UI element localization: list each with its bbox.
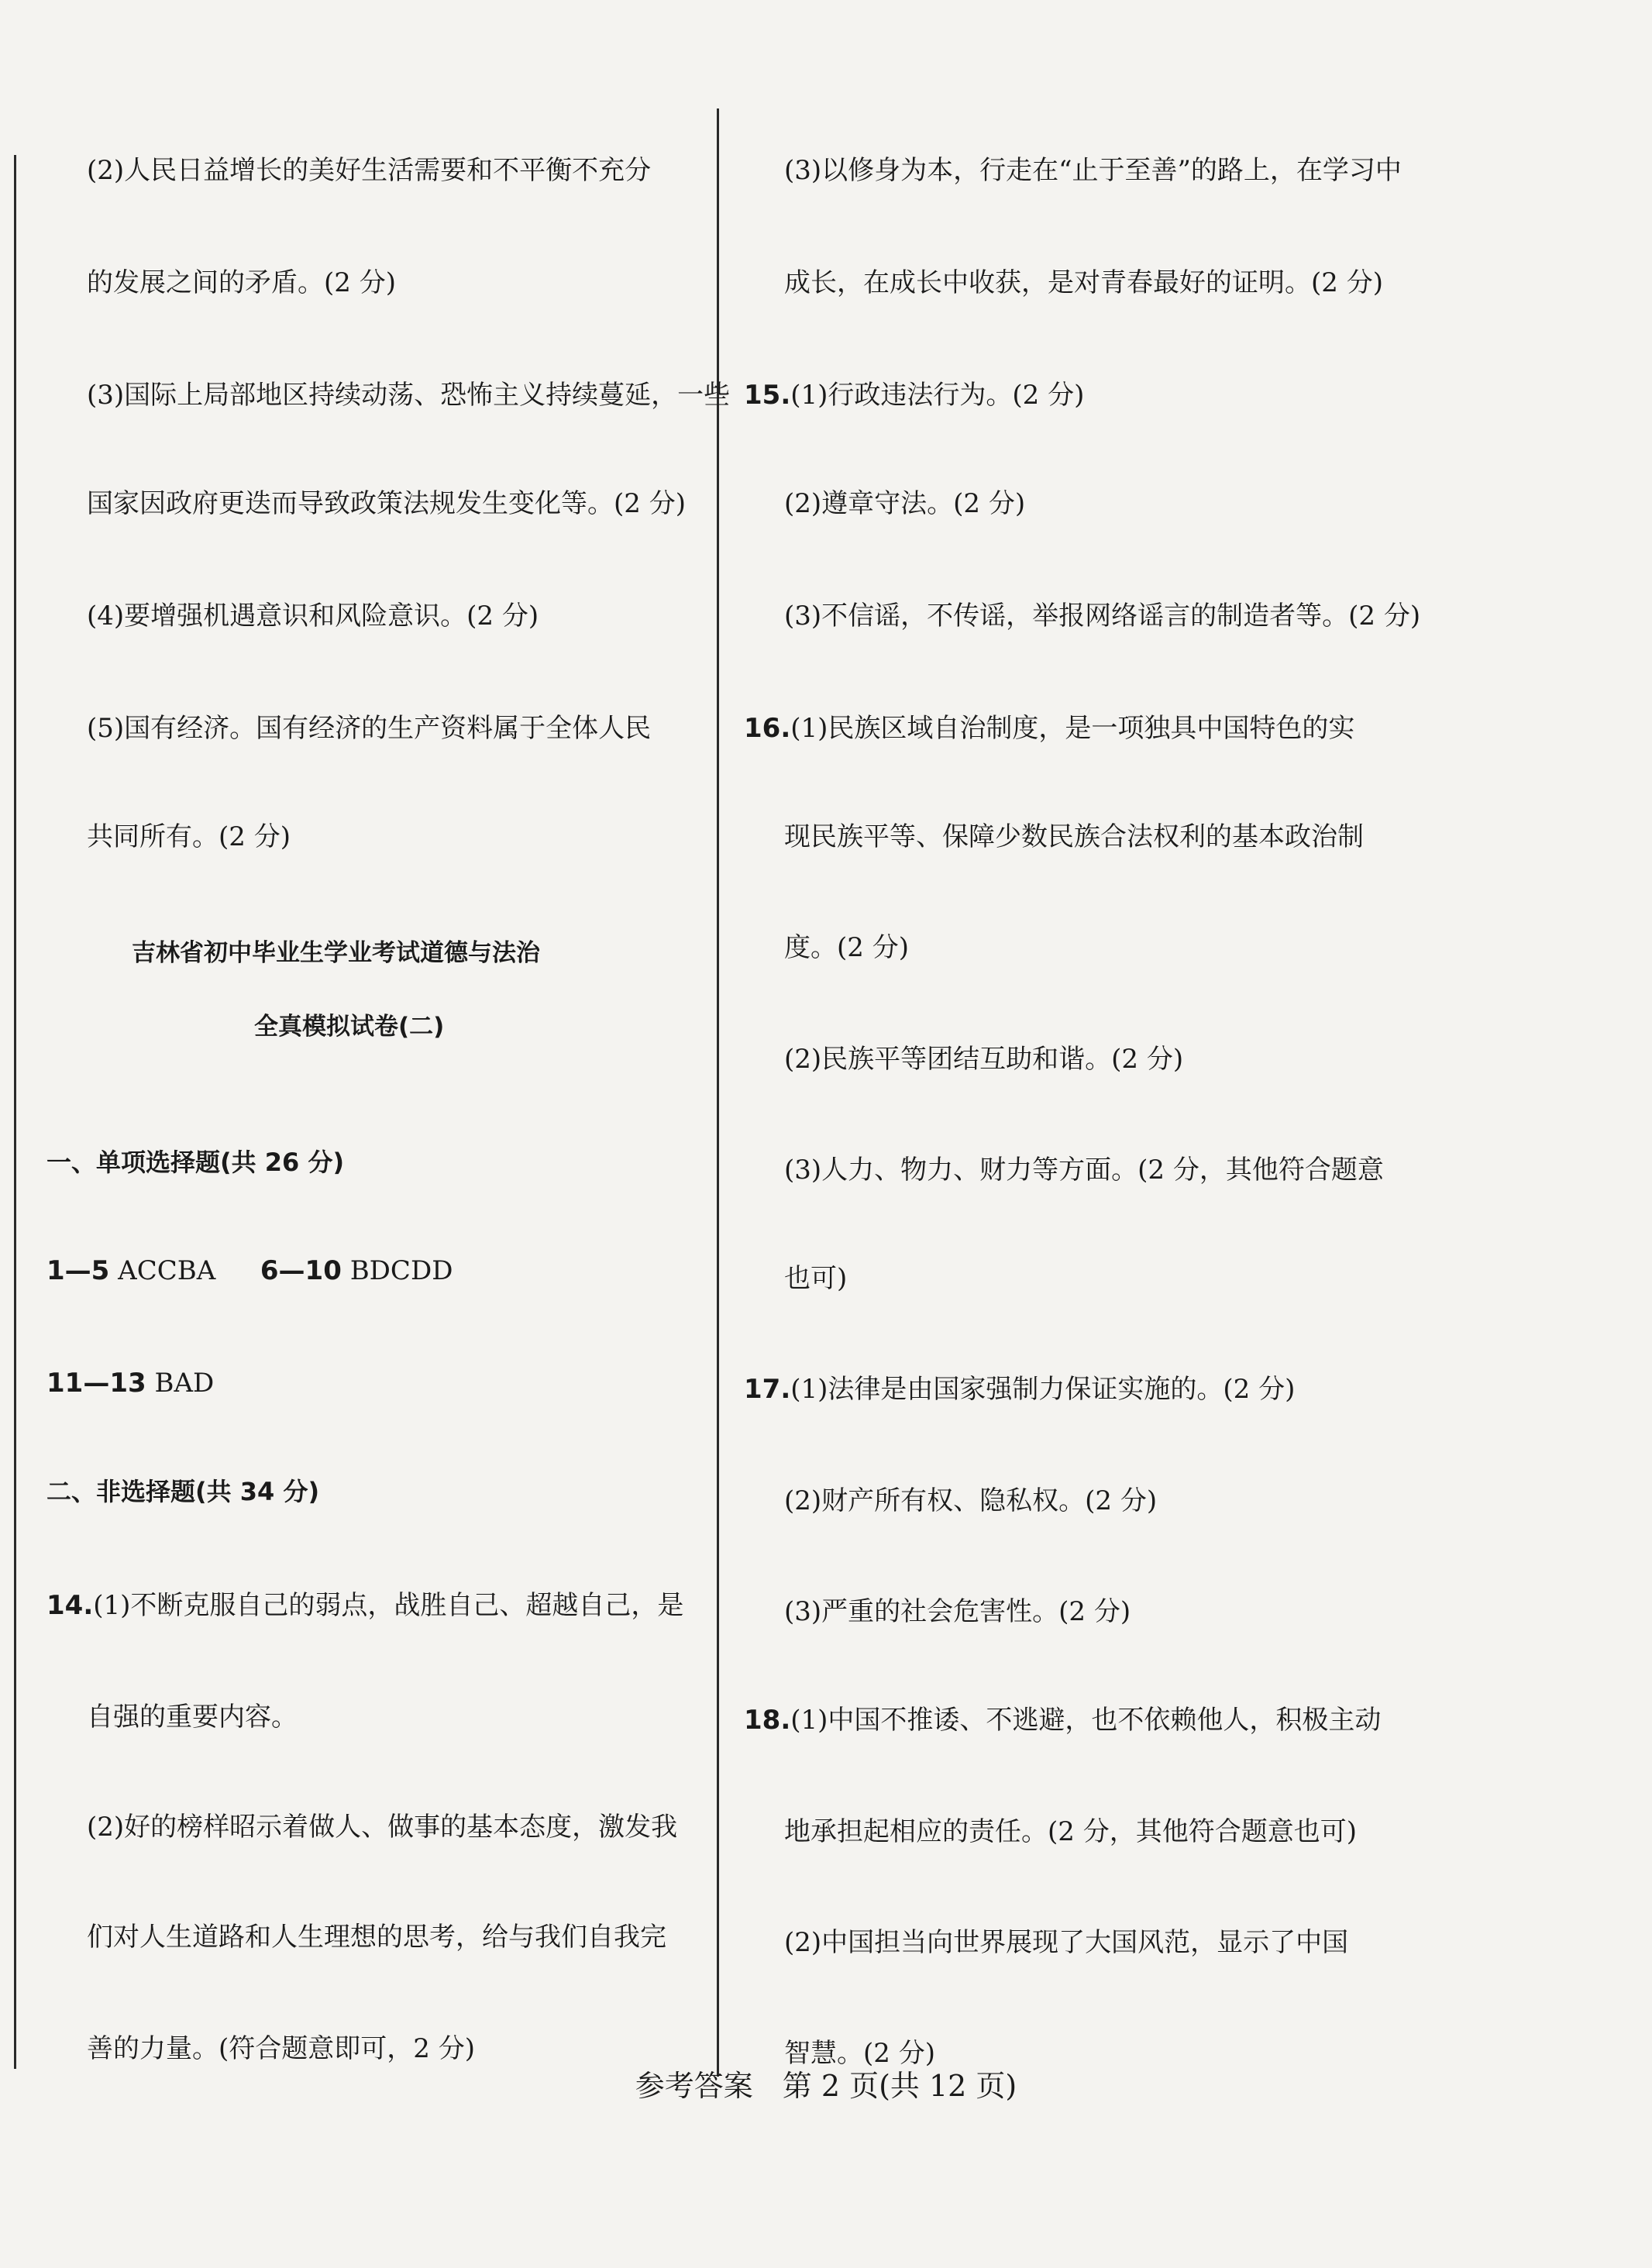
q18-line-3: (2)中国担当向世界展现了大国风范，显示了中国: [784, 1927, 1349, 1958]
right-line-1: (3)以修身为本，行走在“止于至善”的路上，在学习中: [784, 155, 1402, 186]
q17-line-3: (3)严重的社会危害性。(2 分): [784, 1596, 1131, 1627]
left-line-7: 共同所有。(2 分): [87, 821, 291, 852]
question-number: 18.: [744, 1705, 791, 1736]
answer-row-2: [46, 1368, 214, 1399]
answer-range: 6—10: [260, 1255, 342, 1286]
left-line-6: (5)国有经济。国有经济的生产资料属于全体人民: [87, 713, 652, 744]
exam-title-line-1: 吉林省初中毕业生学业考试道德与法治: [132, 939, 540, 967]
answer-range: 1—5: [46, 1255, 110, 1286]
q15-text: (1)行政违法行为。(2 分): [790, 380, 1085, 411]
left-line-5: (4)要增强机遇意识和风险意识。(2 分): [87, 601, 539, 632]
left-line-3: (3)国际上局部地区持续动荡、恐怖主义持续蔓延，一些: [87, 380, 731, 411]
q14-line-2: 自强的重要内容。: [87, 1702, 298, 1733]
q16-line-2: 现民族平等、保障少数民族合法权利的基本政治制: [784, 821, 1364, 852]
answer-range: 11—13: [46, 1368, 146, 1399]
q16-line-6: 也可): [784, 1263, 848, 1294]
q14-line-4: 们对人生道路和人生理想的思考，给与我们自我完: [87, 1922, 666, 1953]
q17-text: (1)法律是由国家强制力保证实施的。(2 分): [790, 1374, 1296, 1405]
q17-line-1: [744, 1374, 1295, 1405]
q14-line-5: 善的力量。(符合题意即可，2 分): [87, 2033, 475, 2064]
answer-value: BAD: [154, 1368, 215, 1399]
q18-text: (1)中国不推诿、不逃避，也不依赖他人，积极主动: [790, 1705, 1382, 1736]
left-line-2: 的发展之间的矛盾。(2 分): [87, 267, 396, 298]
left-line-4: 国家因政府更迭而导致政策法规发生变化等。(2 分): [87, 488, 686, 519]
section-heading-1: 一、单项选择题(共 26 分): [46, 1148, 345, 1177]
section-heading-2: 二、非选择题(共 34 分): [46, 1477, 320, 1506]
q14-line-1: [46, 1590, 683, 1621]
answer-value: ACCBA: [118, 1255, 216, 1286]
q16-text: (1)民族区域自治制度，是一项独具中国特色的实: [790, 713, 1355, 744]
q18-line-1: [744, 1705, 1381, 1736]
left-line-1: (2)人民日益增长的美好生活需要和不平衡不充分: [87, 155, 652, 186]
q16-line-1: [744, 713, 1354, 744]
page-footer: 参考答案 第 2 页(共 12 页): [635, 2069, 1017, 2103]
q18-line-4: 智慧。(2 分): [784, 2038, 935, 2069]
question-number: 16.: [744, 713, 791, 744]
q15-line-1: [744, 380, 1084, 411]
question-number: 14.: [46, 1590, 94, 1621]
q14-line-3: (2)好的榜样昭示着做人、做事的基本态度，激发我: [87, 1812, 678, 1843]
q14-text: (1)不断克服自己的弱点，战胜自己、超越自己，是: [93, 1590, 684, 1621]
q17-line-2: (2)财产所有权、隐私权。(2 分): [784, 1485, 1158, 1516]
question-number: 15.: [744, 380, 791, 411]
q16-line-5: (3)人力、物力、财力等方面。(2 分，其他符合题意: [784, 1155, 1384, 1186]
q18-line-2: 地承担起相应的责任。(2 分，其他符合题意也可): [784, 1816, 1357, 1847]
exam-title-line-2: 全真模拟试卷(二): [254, 1013, 445, 1041]
right-line-2: 成长，在成长中收获，是对青春最好的证明。(2 分): [784, 267, 1383, 298]
q15-line-2: (2)遵章守法。(2 分): [784, 488, 1026, 519]
left-margin-rule: [14, 155, 16, 2069]
q16-line-3: 度。(2 分): [784, 932, 909, 963]
q15-line-3: (3)不信谣，不传谣，举报网络谣言的制造者等。(2 分): [784, 601, 1421, 632]
question-number: 17.: [744, 1374, 791, 1405]
answer-row-1: [46, 1255, 453, 1286]
answer-value: BDCDD: [349, 1255, 453, 1286]
q16-line-4: (2)民族平等团结互助和谐。(2 分): [784, 1044, 1184, 1075]
